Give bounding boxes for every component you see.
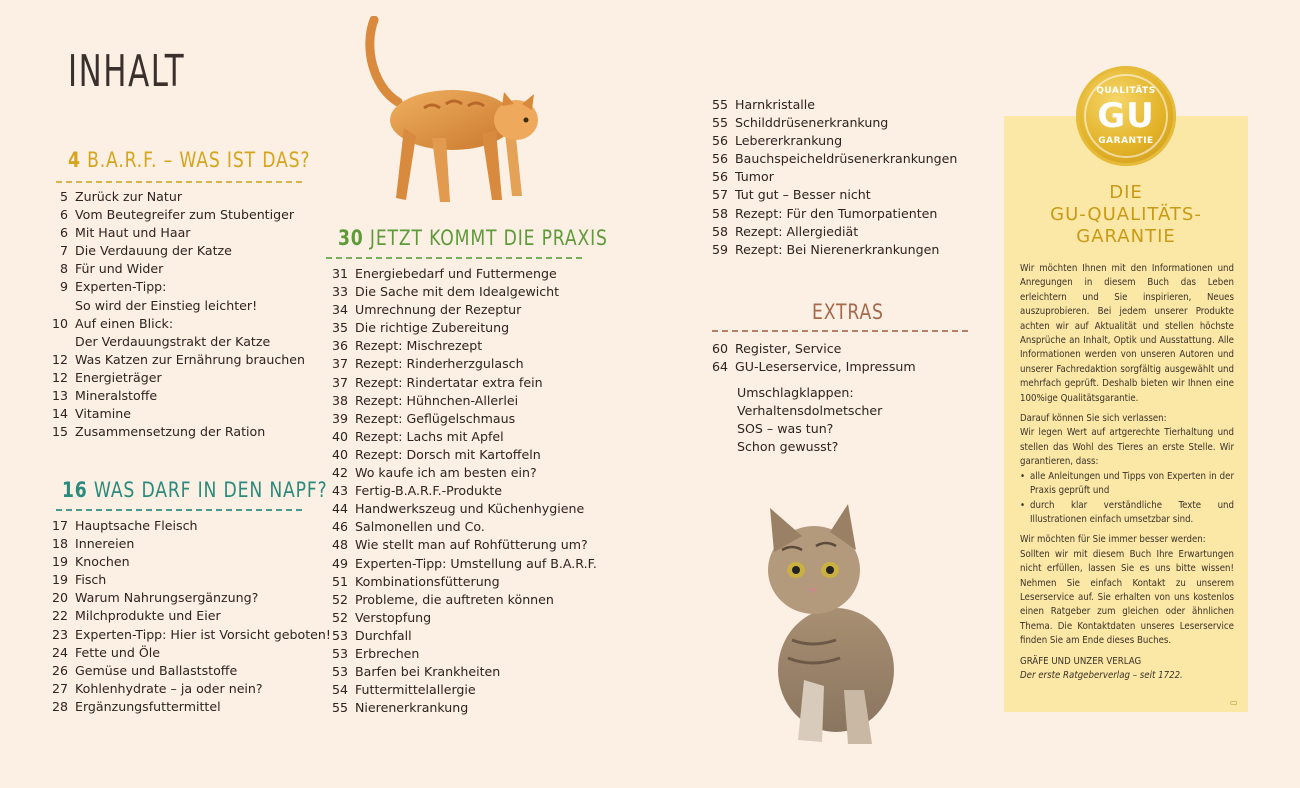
guarantee-subheading: Darauf können Sie sich verlassen: [1020, 413, 1167, 425]
toc-entry-title: Rezept: Mischrezept [355, 338, 483, 354]
toc-page-number: 19 [51, 572, 68, 588]
section-divider [56, 181, 302, 183]
toc-page-number: 59 [711, 241, 728, 257]
toc-entry [46, 387, 305, 405]
toc-page-number: 54 [331, 682, 348, 698]
guarantee-bullet: • alle Anleitungen und Tipps von Experten in der Praxis geprüft und [1020, 470, 1234, 499]
toc-list-napf [46, 517, 331, 716]
toc-page-number: 31 [331, 266, 348, 281]
toc-page-number: 19 [51, 554, 68, 570]
toc-entry [46, 351, 305, 369]
toc-entry [326, 301, 597, 319]
toc-entry [46, 607, 331, 625]
toc-page-number: 20 [51, 590, 68, 606]
toc-entry [326, 627, 597, 645]
toc-entry [706, 223, 957, 241]
toc-entry [326, 681, 597, 699]
toc-entry [326, 265, 597, 283]
toc-entry [326, 283, 597, 301]
toc-entry-title: Gemüse und Ballaststoffe [75, 662, 238, 678]
toc-page-number: 49 [331, 555, 348, 571]
toc-entry-title: Warum Nahrungsergänzung? [75, 590, 259, 606]
toc-entry-title: GU-Leserservice, Impressum [735, 359, 916, 375]
toc-entry [46, 571, 331, 589]
toc-entry [326, 464, 597, 482]
publisher-tagline: Der erste Ratgeberverlag – seit 1722. [1020, 669, 1183, 681]
toc-page-number: 55 [711, 97, 728, 112]
toc-entry [706, 241, 957, 259]
toc-entry-title: Rezept: Hühnchen-Allerlei [355, 392, 519, 408]
toc-entry [46, 242, 305, 260]
toc-entry-title: Fisch [75, 572, 107, 588]
toc-page-number: 56 [711, 133, 728, 149]
toc-entry [706, 340, 916, 358]
toc-entry [706, 114, 957, 132]
toc-entry [706, 205, 957, 223]
toc-entry-title: Ergänzungsfuttermittel [75, 698, 221, 714]
toc-entry-title: Bauchspeicheldrüsenerkrankungen [735, 151, 958, 167]
kitten-image [752, 500, 912, 750]
toc-page-number: 27 [51, 680, 68, 696]
toc-entry-title: Mineralstoffe [75, 388, 158, 404]
toc-entry-title: Rezept: Für den Tumorpatienten [735, 205, 938, 221]
toc-page-number: 57 [711, 187, 728, 203]
toc-entry-title: Erbrechen [355, 645, 420, 661]
toc-entry-title: Kombinationsfütterung [355, 573, 500, 589]
cover-flap-item: Schon gewusst? [737, 439, 839, 455]
toc-entry-title: Experten-Tipp: [75, 279, 167, 295]
toc-entry [46, 369, 305, 387]
section-title: JETZT KOMMT DIE PRAXIS [369, 226, 608, 250]
toc-page-number: 56 [711, 151, 728, 167]
toc-page-number: 7 [59, 243, 68, 259]
toc-page-number: 53 [331, 627, 348, 643]
cover-flap-item: SOS – was tun? [737, 421, 834, 437]
toc-entry [706, 96, 957, 114]
toc-entry [46, 423, 305, 441]
toc-page-number: 18 [51, 536, 68, 552]
toc-entry [46, 297, 305, 315]
toc-entry-title: Barfen bei Krankheiten [355, 664, 501, 680]
toc-page-number: 43 [331, 483, 348, 499]
toc-page-number: 64 [711, 359, 728, 375]
toc-list-barf [46, 188, 305, 441]
toc-entry-title: Rezept: Allergiediät [735, 223, 859, 239]
toc-entry-title: Nierenerkrankung [355, 700, 469, 716]
toc-entry-title: Kohlenhydrate – ja oder nein? [75, 680, 263, 696]
toc-entry [326, 699, 597, 717]
toc-entry-title: Der Verdauungstrakt der Katze [75, 333, 271, 349]
toc-entry [326, 319, 597, 337]
toc-entry-title: Wo kaufe ich am besten ein? [355, 465, 537, 481]
toc-entry [46, 405, 305, 423]
cover-flaps-label: Umschlagklappen: [737, 385, 854, 400]
toc-entry [46, 535, 331, 553]
toc-entry-title: Hauptsache Fleisch [75, 518, 198, 533]
toc-entry-title: Vom Beutegreifer zum Stubentiger [75, 207, 295, 223]
toc-entry [706, 132, 957, 150]
toc-entry-title: Was Katzen zur Ernährung brauchen [75, 351, 305, 367]
toc-page-number: 6 [59, 225, 68, 241]
toc-page-number: 52 [331, 591, 348, 607]
toc-entry-title: Zurück zur Natur [75, 189, 182, 204]
toc-entry-title: Knochen [75, 554, 130, 570]
toc-page-number: 6 [59, 207, 68, 223]
toc-entry [706, 186, 957, 204]
quality-guarantee-box [1004, 116, 1248, 712]
gu-quality-seal [1076, 66, 1176, 166]
toc-entry [706, 168, 957, 186]
toc-entry [46, 626, 331, 644]
toc-entry-title: Probleme, die auftreten können [355, 591, 554, 607]
toc-entry [326, 663, 597, 681]
toc-page-number: 14 [51, 406, 68, 422]
toc-entry-title: Rezept: Rindertatar extra fein [355, 374, 543, 390]
corner-mark-icon: ▭ [1230, 698, 1238, 707]
toc-page-number: 23 [51, 626, 68, 642]
toc-entry-title: Zusammensetzung der Ration [75, 424, 266, 440]
toc-page-number: 12 [51, 351, 68, 367]
section-heading-barf [68, 148, 310, 172]
seal-logo-text: GU [1097, 96, 1155, 136]
toc-entry-title: Experten-Tipp: Hier ist Vorsicht geboten! [75, 626, 331, 642]
toc-entry [46, 206, 305, 224]
guarantee-subheading: Wir möchten für Sie immer besser werden: [1020, 534, 1206, 546]
guarantee-title-line: GU-QUALITÄTS- [1050, 204, 1202, 225]
section-heading-extras [812, 300, 884, 324]
toc-page-number: 58 [711, 223, 728, 239]
section-divider [712, 330, 968, 332]
toc-entry-title: Handwerkszeug und Küchenhygiene [355, 501, 585, 517]
cover-flap-item: Verhaltensdolmetscher [737, 403, 883, 419]
toc-page-number: 52 [331, 609, 348, 625]
toc-entry-title: Energieträger [75, 369, 162, 385]
toc-entry [706, 150, 957, 168]
toc-page-number: 53 [331, 645, 348, 661]
toc-page-number: 40 [331, 446, 348, 462]
section-title: B.A.R.F. – WAS IST DAS? [87, 148, 311, 172]
toc-entry [326, 518, 597, 536]
section-page: 30 [338, 226, 364, 250]
section-divider [326, 257, 582, 259]
toc-entry [46, 662, 331, 680]
toc-page-number: 55 [331, 700, 348, 716]
toc-entry [326, 355, 597, 373]
toc-entry [326, 645, 597, 663]
bullet-text: alle Anleitungen und Tipps von Experten in der Praxis geprüft und [1030, 470, 1234, 497]
toc-entry-title: Rezept: Lachs mit Apfel [355, 428, 504, 444]
toc-page-number: 22 [51, 608, 68, 624]
toc-entry-title: Für und Wider [75, 261, 164, 277]
toc-entry-title: Wie stellt man auf Rohfütterung um? [355, 537, 588, 553]
toc-entry-title: Energiebedarf und Futtermenge [355, 266, 557, 281]
toc-entry-title: Salmonellen und Co. [355, 519, 485, 535]
toc-page-number: 34 [331, 302, 348, 318]
toc-page-number: 36 [331, 338, 348, 354]
toc-entry [326, 374, 597, 392]
toc-entry-title: Rezept: Rinderherzgulasch [355, 356, 524, 372]
toc-entry [46, 224, 305, 242]
toc-page-number: 60 [711, 341, 728, 356]
guarantee-paragraph: Wir legen Wert auf artgerechte Tierhaltung und stellen das Wohl des Tieres an erste Stelle. Wir garantieren, dass: [1020, 427, 1234, 468]
toc-entry-title: Durchfall [355, 627, 412, 643]
toc-entry [46, 260, 305, 278]
toc-list-praxis-continued [706, 96, 957, 259]
guarantee-title-line: DIE [1109, 182, 1143, 203]
toc-page-number: 33 [331, 284, 348, 300]
walking-cat-image [354, 16, 550, 212]
toc-entry-title: So wird der Einstieg leichter! [75, 297, 258, 313]
toc-page-number: 40 [331, 428, 348, 444]
guarantee-title [1004, 182, 1248, 248]
toc-entry-title: Auf einen Blick: [75, 315, 174, 331]
toc-entry-title: Umrechnung der Rezeptur [355, 302, 522, 318]
toc-page-number: 13 [51, 388, 68, 404]
toc-page-number: 26 [51, 662, 68, 678]
toc-entry-title: Rezept: Bei Nierenerkrankungen [735, 241, 940, 257]
toc-page-number: 37 [331, 374, 348, 390]
section-divider [56, 509, 302, 511]
toc-list-praxis [326, 265, 597, 717]
toc-entry [326, 410, 597, 428]
section-page: 4 [68, 148, 81, 172]
toc-page-number: 37 [331, 356, 348, 372]
toc-entry [326, 555, 597, 573]
cover-flaps [737, 384, 882, 456]
toc-entry [46, 333, 305, 351]
toc-entry [326, 609, 597, 627]
toc-entry-title: Futtermittelallergie [355, 682, 476, 698]
toc-entry [326, 573, 597, 591]
toc-page-number: 39 [331, 410, 348, 426]
toc-page-number: 24 [51, 644, 68, 660]
toc-entry-title: Innereien [75, 536, 135, 552]
toc-page-number: 12 [51, 369, 68, 385]
section-heading-praxis [338, 226, 608, 250]
toc-entry-title: Fertig-B.A.R.F.-Produkte [355, 483, 503, 499]
guarantee-paragraph: Sollten wir mit diesem Buch Ihre Erwartungen nicht erfüllen, lassen Sie es uns bitte wissen! Nehmen Sie einfach Kontakt zu unserem Leserservice auf. Sie erhalten von uns kostenlos einen Ratgeber zum gleichen oder ähnlichen Thema. Die Kontaktdaten unseres Leserservice finden Sie am Ende dieses Buches. [1020, 548, 1234, 647]
page-title: INHALT [68, 46, 186, 97]
toc-entry-title: Die richtige Zubereitung [355, 320, 510, 336]
toc-page-number: 56 [711, 169, 728, 185]
publisher-name: GRÄFE UND UNZER VERLAG [1020, 655, 1142, 667]
guarantee-paragraph: Wir möchten Ihnen mit den Informationen und Anregungen in diesem Buch das Leben erleichtern und Sie inspirieren, Neues auszuprobieren. Bei jedem unserer Produkte achten wir auf Aktualität und stellen höchste Ansprüche an Inhalt, Optik und Ausstattung. Alle Informationen werden von unseren Autoren und unserer Fachredaktion sorgfältig ausgewählt und mehrfach geprüft. Deshalb bieten wir Ihnen eine 100%ige Qualitätsgarantie. [1020, 263, 1234, 404]
toc-entry [326, 591, 597, 609]
seal-bottom-text: GARANTIE [1098, 136, 1154, 146]
toc-entry [46, 188, 305, 206]
toc-entry-title: Register, Service [735, 341, 842, 356]
toc-entry-title: Die Verdauung der Katze [75, 243, 232, 259]
toc-page-number: 58 [711, 205, 728, 221]
toc-entry-title: Vitamine [75, 406, 131, 422]
toc-page-number: 10 [51, 315, 68, 331]
toc-page-number: 17 [51, 518, 68, 533]
toc-entry [46, 278, 305, 296]
toc-entry-title: Lebererkrankung [735, 133, 843, 149]
toc-entry-title: Schilddrüsenerkrankung [735, 115, 889, 131]
toc-page-number: 15 [51, 424, 68, 440]
toc-page-number: 48 [331, 537, 348, 553]
guarantee-text [1020, 262, 1234, 689]
section-page: 16 [62, 478, 88, 502]
toc-entry [46, 644, 331, 662]
section-heading-napf [62, 478, 328, 502]
toc-page-number: 55 [711, 115, 728, 131]
toc-entry [326, 482, 597, 500]
toc-page-number: 46 [331, 519, 348, 535]
toc-page-number: 42 [331, 465, 348, 481]
toc-entry-title: Mit Haut und Haar [75, 225, 191, 241]
toc-entry [326, 337, 597, 355]
toc-entry-title: Milchprodukte und Eier [75, 608, 221, 624]
toc-entry-title: Experten-Tipp: Umstellung auf B.A.R.F. [355, 555, 597, 571]
toc-page-number: 9 [59, 279, 68, 295]
toc-entry [46, 553, 331, 571]
toc-entry-title: Verstopfung [355, 609, 432, 625]
toc-page-number: 28 [51, 698, 68, 714]
toc-page-number: 44 [331, 501, 348, 517]
toc-entry [46, 698, 331, 716]
toc-page-number: 51 [331, 573, 348, 589]
toc-entry-title: Harnkristalle [735, 97, 816, 112]
seal-top-text: QUALITÄTS [1096, 86, 1156, 96]
toc-entry [326, 428, 597, 446]
toc-page-number: 5 [59, 189, 68, 204]
toc-entry-title: Rezept: Geflügelschmaus [355, 410, 516, 426]
toc-page-number: 38 [331, 392, 348, 408]
toc-entry [326, 500, 597, 518]
toc-page-number: 8 [59, 261, 68, 277]
toc-entry [46, 589, 331, 607]
bullet-text: durch klar verständliche Texte und Illustrationen einfach umsetzbar sind. [1030, 499, 1234, 525]
toc-entry [706, 358, 916, 376]
section-title: WAS DARF IN DEN NAPF? [93, 478, 328, 502]
toc-list-extras [706, 340, 916, 376]
toc-page-number: 35 [331, 320, 348, 336]
toc-entry [46, 517, 331, 535]
toc-entry-title: Tumor [735, 169, 774, 185]
toc-entry [326, 446, 597, 464]
section-title: EXTRAS [812, 300, 884, 324]
toc-entry-title: Die Sache mit dem Idealgewicht [355, 284, 560, 300]
toc-entry [46, 315, 305, 333]
guarantee-title-line: GARANTIE [1076, 226, 1176, 247]
toc-page-number: 53 [331, 664, 348, 680]
toc-entry [326, 536, 597, 554]
toc-entry [46, 680, 331, 698]
toc-entry-title: Rezept: Dorsch mit Kartoffeln [355, 446, 541, 462]
toc-entry-title: Fette und Öle [75, 644, 161, 660]
guarantee-bullet: • durch klar verständliche Texte und Illustrationen einfach umsetzbar sind. [1020, 499, 1234, 528]
toc-entry-title: Tut gut – Besser nicht [735, 187, 871, 203]
toc-entry [326, 392, 597, 410]
